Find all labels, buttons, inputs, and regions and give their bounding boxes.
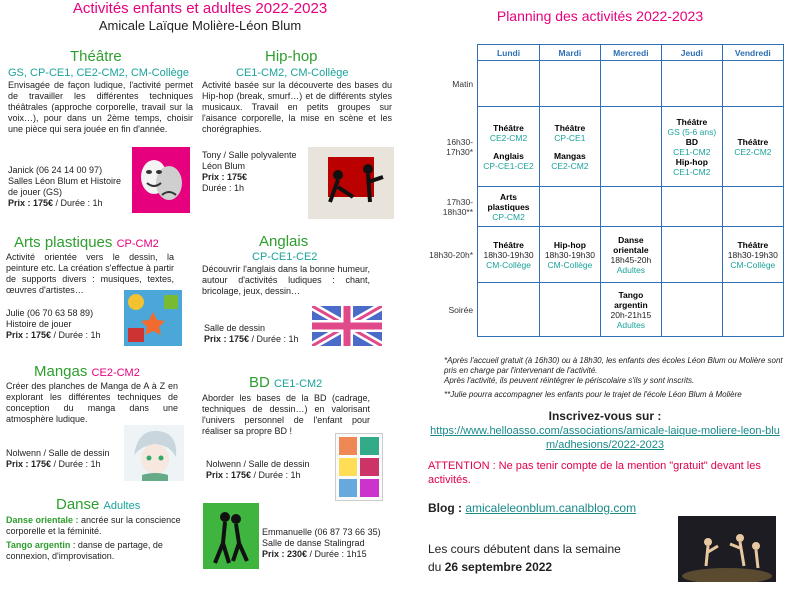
anglais-price: Prix : 175€	[204, 334, 250, 344]
day-vendredi: Vendredi	[722, 45, 783, 61]
uk-flag-image	[312, 306, 382, 346]
theatre-title: Théâtre	[70, 48, 122, 65]
theatre-contact: Janick (06 24 14 00 97)	[8, 165, 103, 175]
hiphop-contact: Tony / Salle polyvalente Léon Blum	[202, 150, 297, 171]
mangas-description: Créer des planches de Manga de A à Z en explorant les différentes techniques de conception du manga dans une atmosphère ludique.	[6, 381, 178, 424]
blog-link[interactable]: amicaleleonblum.canalblog.com	[465, 501, 637, 515]
arts-painting-image	[124, 290, 182, 346]
day-mercredi: Mercredi	[600, 45, 661, 61]
manga-character-image	[124, 425, 184, 481]
danse-duration: / Durée : 1h15	[307, 549, 367, 559]
signup-link[interactable]: https://www.helloasso.com/associations/amicale-laique-moliere-leon-blum/adhesions/2022-2023	[430, 425, 780, 451]
bd-duration: / Durée : 1h	[251, 470, 301, 480]
row-1730: 17h30-18h30**	[442, 196, 474, 217]
anglais-levels: CP-CE1-CE2	[252, 251, 318, 263]
bd-description: Aborder les bases de la BD (cadrage, techniques de dessin…) en valorisant l'univers personnel de l'enfant pour réaliser sa propre BD !	[202, 393, 370, 436]
anglais-title: Anglais	[259, 233, 309, 250]
note-1: *Après l'accueil gratuit (à 16h30) ou à 18h30, les enfants des écoles Léon Blum ou Molière sont pris en charge par l'intervenant de l'activité.	[444, 356, 783, 375]
hiphop-duration: Durée : 1h	[202, 183, 245, 193]
danse-orientale-desc: ancrée sur la conscience corporelle et la féminité.	[6, 515, 181, 536]
start-text: Les cours débutent dans la semaine du	[428, 542, 621, 574]
attention-notice: ATTENTION : Ne pas tenir compte de la mention "gratuit" devant les activités.	[428, 460, 761, 486]
note-2: Après l'activité, ils peuvent réintégrer le périscolaire s'ils y sont inscrits.	[444, 376, 695, 385]
danse-levels: Adultes	[103, 500, 141, 512]
planning-title: Planning des activités 2022-2023	[496, 8, 704, 24]
row-matin: Matin	[452, 78, 474, 89]
arts-contact: Julie (06 70 63 58 89)	[6, 308, 94, 318]
cell-mercredi-1830: Danse orientale 18h45-20h Adultes	[600, 227, 661, 283]
danse-tango-label: Tango argentin	[6, 540, 71, 550]
theatre-levels: GS, CP-CE1, CE2-CM2, CM-Collège	[8, 67, 189, 79]
cell-mercredi-soiree: Tango argentin 20h-21h15 Adultes	[600, 283, 661, 337]
arts-duration: / Durée : 1h	[51, 330, 101, 340]
bd-contact: Nolwenn / Salle de dessin	[206, 459, 310, 469]
arts-description: Activité orientée vers le dessin, la peinture etc. La création s'effectue à partir de supports divers : musiques, textes, œuvres d'artistes…	[6, 252, 174, 295]
danse-tango-desc: : danse de partage, de connexion, d'improvisation.	[6, 540, 163, 561]
cell-mardi-1630: Théâtre CP-CE1 Mangas CE2-CM2	[539, 107, 600, 187]
blog-label: Blog :	[428, 501, 462, 515]
theatre-price: Prix : 175€	[8, 198, 54, 208]
day-lundi: Lundi	[478, 45, 540, 61]
mangas-title: Mangas	[34, 363, 88, 380]
bd-title: BD	[249, 374, 270, 391]
bd-levels: CE1-CM2	[274, 378, 323, 390]
hiphop-title: Hip-hop	[265, 48, 318, 65]
danse-price: Prix : 230€	[262, 549, 308, 559]
day-jeudi: Jeudi	[661, 45, 722, 61]
arts-place: Histoire de jouer	[6, 319, 72, 329]
danse-orientale-label: Danse orientale :	[6, 515, 79, 525]
row-1630: 16h30-17h30*	[446, 136, 474, 157]
day-mardi: Mardi	[539, 45, 600, 61]
danse-place: Salle de danse Stalingrad	[262, 538, 365, 548]
cell-jeudi-1630: Théâtre GS (5-6 ans) BD CE1-CM2 Hip-hop CE1-CM2	[661, 107, 722, 187]
page-title: Activités enfants et adultes 2022-2023	[72, 0, 328, 17]
signup-label: Inscrivez-vous sur :	[548, 409, 662, 423]
planning-table	[426, 44, 784, 337]
hiphop-levels: CE1-CM2, CM-Collège	[236, 67, 349, 79]
arts-price: Prix : 175€	[6, 330, 52, 340]
mangas-duration: / Durée : 1h	[51, 459, 101, 469]
bd-price: Prix : 175€	[206, 470, 252, 480]
anglais-duration: / Durée : 1h	[249, 334, 299, 344]
arts-levels: CP-CM2	[116, 238, 159, 250]
cell-vendredi-1830: Théâtre 18h30-19h30 CM-Collège	[722, 227, 783, 283]
row-soiree: Soirée	[448, 304, 474, 315]
tango-dancers-image	[203, 503, 259, 569]
theatre-place: Salles Léon Blum et Histoire de jouer (GS)	[8, 176, 122, 197]
association-name: Amicale Laïque Molière-Léon Blum	[98, 18, 302, 33]
theatre-masks-image	[132, 147, 190, 213]
mangas-price: Prix : 175€	[6, 459, 52, 469]
cell-lundi-1830: Théâtre 18h30-19h30 CM-Collège	[478, 227, 540, 283]
cell-lundi-1730: Arts plastiques CP-CM2	[478, 187, 540, 227]
note-3: **Julie pourra accompagner les enfants pour le trajet de l'école Léon Blum à Molière	[444, 390, 742, 399]
mangas-levels: CE2-CM2	[91, 367, 140, 379]
cell-vendredi-1630: Théâtre CE2-CM2	[722, 107, 783, 187]
arts-title: Arts plastiques	[14, 234, 113, 251]
dance-show-image	[678, 516, 776, 582]
row-1830: 18h30-20h*	[429, 249, 474, 260]
theatre-duration: / Durée : 1h	[53, 198, 103, 208]
hiphop-description: Activité basée sur la découverte des bases du Hip-hop (break, smurf…) et de différents styles musicaux. Travail en petits groupes sur l'aisance corporelle, la mise en scène et les chorégraphies.	[202, 80, 392, 134]
hiphop-dancers-image	[308, 147, 394, 219]
theatre-description: Envisagée de façon ludique, l'activité permet de travailler les différentes techniques théâtrales (approche corporelle, travail sur la voix…), pour dans un 2ème temps, choisir une pièce qui sera jouée en fin d'année.	[8, 80, 193, 134]
anglais-description: Découvrir l'anglais dans la bonne humeur, autour d'activités ludiques : chant, bricolage, jeux, dessin…	[202, 264, 370, 296]
hiphop-price: Prix : 175€	[202, 172, 248, 182]
anglais-place: Salle de dessin	[204, 323, 266, 333]
mangas-contact: Nolwenn / Salle de dessin	[6, 448, 110, 458]
bd-comic-image	[335, 433, 383, 501]
danse-contact: Emmanuelle (06 87 73 66 35)	[262, 527, 381, 537]
start-date: 26 septembre 2022	[444, 560, 553, 574]
cell-mardi-1830: Hip-hop 18h30-19h30 CM-Collège	[539, 227, 600, 283]
cell-lundi-1630: Théâtre CE2-CM2 Anglais CP-CE1-CE2	[478, 107, 540, 187]
danse-title: Danse	[56, 496, 100, 513]
